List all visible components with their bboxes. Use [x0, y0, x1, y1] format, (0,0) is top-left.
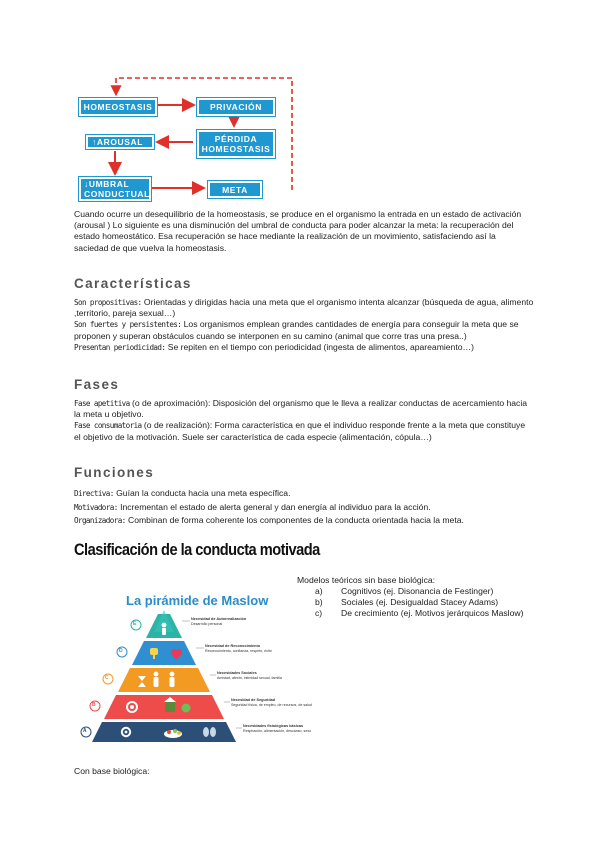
level-name: Necesidad de Reconocimiento — [205, 644, 261, 648]
pyramid-title: La pirámide de Maslow — [126, 593, 269, 608]
intro-paragraph: Cuando ocurre un desequilibrio de la homeostasis, se produce en el organismo la entrada en un estado de activación (arousal ) Lo siguiente es una disminución del umbral de conducta para poder alcanzar la meta: la recuperación del estado homeostático. Esa recuperación se hace mediante la realización de un movimiento, satisfaciendo así la saciedad de que vuelva la homeostasis. — [74, 209, 522, 253]
level-name: Necesidad de Seguridad — [231, 698, 276, 702]
box-umbral-conductual: ↓UMBRAL CONDUCTUAL — [79, 177, 151, 201]
pyramid-level-b — [104, 695, 224, 719]
theoretical-models-list — [297, 575, 523, 619]
level-desc: Respiración, alimentación, descanso, sexo — [243, 728, 312, 733]
level-name: Necesidad de Autorrealización — [191, 617, 247, 621]
item-text: Guían la conducta hacia una meta específica. — [113, 488, 291, 498]
heading-fases: Fases — [74, 377, 120, 392]
item-text: Cognitivos (ej. Disonancia de Festinger) — [341, 586, 494, 596]
list-item — [74, 342, 534, 353]
badge-letter-b: B — [92, 702, 96, 708]
list-item — [74, 420, 529, 442]
item-label: Son fuertes y persistentes: — [74, 320, 182, 330]
list-item — [74, 297, 534, 319]
person-icon — [162, 623, 167, 635]
item-marker: a) — [315, 586, 323, 596]
pyramid-level-c — [118, 668, 210, 692]
item-text: (o de aproximación): Disposición del organismo que le lleva a realizar conductas de acercamiento hacia la meta u objetivo. — [74, 398, 528, 420]
badge-letter-a: A — [83, 728, 87, 734]
box-homeostasis: HOMEOSTASIS — [79, 98, 157, 116]
list-item — [74, 487, 534, 501]
list-item — [297, 608, 523, 619]
heading-caracteristicas: Características — [74, 276, 192, 291]
item-label: Fase apetitiva — [74, 399, 130, 408]
level-e-text — [191, 617, 246, 626]
list-item — [74, 319, 534, 341]
box-arousal: ↑AROUSAL — [86, 135, 154, 149]
level-b-text — [231, 698, 312, 707]
item-marker: b) — [315, 597, 323, 607]
heading-clasificacion: Clasificación de la conducta motivada — [74, 540, 320, 559]
item-text: Combinan de forma coherente los componentes de la conducta orientada hacia la meta. — [125, 515, 464, 525]
level-d-text — [205, 644, 272, 653]
box-privacion: PRIVACIÓN — [197, 98, 275, 116]
level-name: Necesidades fisiológicas básicas — [243, 724, 304, 728]
level-desc: Seguridad física, de empleo, de recursos, de salud — [231, 702, 312, 707]
item-label: Motivadora: — [74, 502, 118, 512]
list-item — [297, 586, 523, 597]
item-text: Incrementan el estado de alerta general y dan energía al individuo para la acción. — [117, 501, 431, 512]
biological-basis-label: Con base biológica: — [74, 766, 150, 776]
list-item — [74, 514, 534, 528]
heading-funciones: Funciones — [74, 465, 155, 480]
item-text: (o de realización): Forma característica en que el individuo responde frente a la meta que constituye el objetivo de la motivación. Suele ser característica de cada especie (alimentación, cópula…) — [74, 420, 526, 442]
badge-letter-e: E — [133, 621, 137, 627]
level-desc: Amistad, afecto, intimidad sexual, familia — [217, 675, 282, 680]
badge-letter-d: D — [119, 648, 123, 654]
box-meta: META — [208, 181, 262, 198]
badge-letter-c: C — [105, 675, 109, 681]
list-item — [297, 597, 523, 608]
item-label: Son propositivas: — [74, 298, 142, 307]
level-c-text — [217, 671, 282, 680]
item-label: Directiva: — [74, 489, 114, 498]
fases-list — [74, 398, 529, 443]
item-text: Sociales (ej. Desigualdad Stacey Adams) — [341, 597, 499, 607]
level-name: Necesidades Sociales — [217, 671, 257, 675]
list-item — [74, 398, 529, 420]
models-intro: Modelos teóricos sin base biológica: — [297, 575, 436, 585]
item-label: Presentan periodicidad: — [74, 342, 166, 352]
item-label: Fase consumatoria — [74, 421, 142, 431]
level-desc: Desarrollo personal — [191, 621, 223, 626]
item-marker: c) — [315, 608, 323, 618]
box-perdida-homeostasis: PÉRDIDA HOMEOSTASIS — [197, 130, 275, 158]
list-item — [74, 501, 534, 515]
item-text: Orientadas y dirigidas hacia una meta que el organismo intenta alcanzar (búsqueda de agua, alimento ,territorio, pareja sexual…) — [74, 297, 534, 319]
caracteristicas-list — [74, 297, 534, 353]
pyramid-level-d — [132, 641, 196, 665]
item-text: Se repiten en el tiempo con periodicidad (ingesta de alimentos, apareamiento…) — [165, 341, 474, 352]
funciones-list — [74, 487, 534, 528]
item-label: Organizadora: — [74, 516, 126, 525]
level-a-text — [243, 724, 311, 733]
item-text: Los organismos emplean grandes cantidades de energía para conseguir la meta que se proponen y superan obstáculos cuando se interponen en su camino (animal que corre tras una presa..) — [74, 319, 519, 341]
item-text: De crecimiento (ej. Motivos jerárquicos Maslow) — [341, 608, 524, 618]
level-desc: Reconocimiento, confianza, respeto, éxito — [205, 648, 272, 653]
target-icon — [126, 701, 138, 713]
